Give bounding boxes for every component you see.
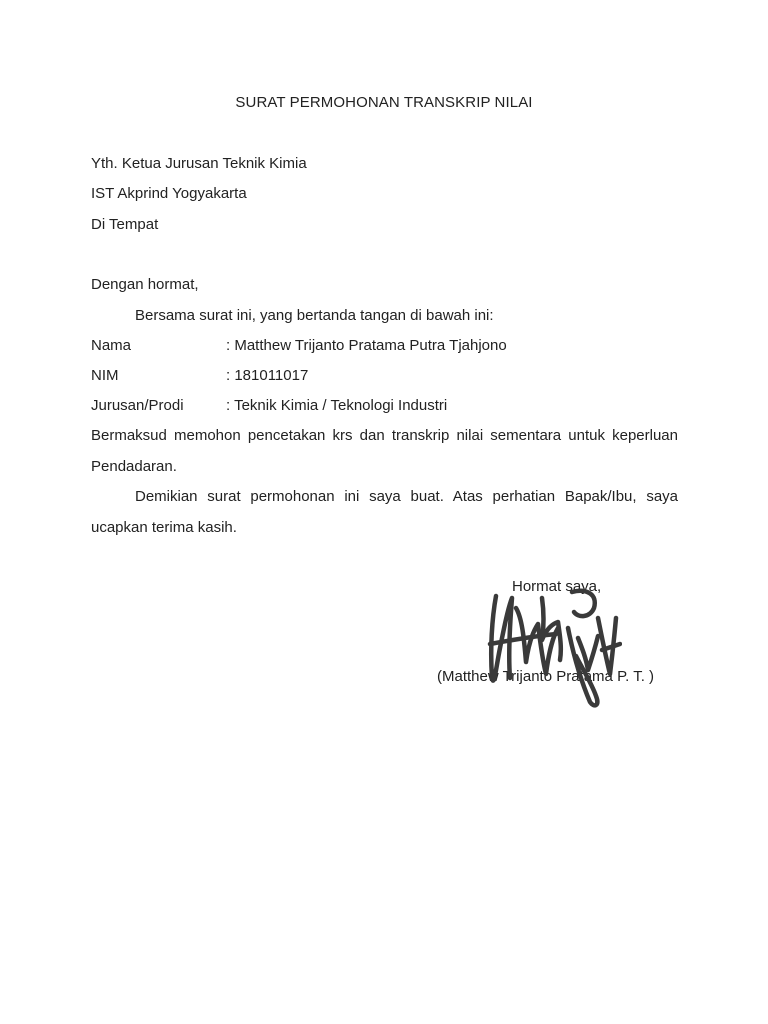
field-label-nim: NIM	[91, 367, 119, 384]
purpose-line-2: Pendadaran.	[91, 458, 177, 475]
closing-line-2: ucapkan terima kasih.	[91, 519, 237, 536]
handwritten-signature	[482, 578, 622, 718]
signature-stroke	[516, 608, 558, 674]
signatory-name: (Matthew Trijanto Pratama P. T. )	[437, 668, 655, 685]
field-value-nim: : 181011017	[226, 367, 309, 384]
signature-stroke	[491, 596, 512, 681]
field-value-program: : Teknik Kimia / Teknologi Industri	[226, 397, 448, 414]
field-value-name: : Matthew Trijanto Pratama Putra Tjahjono	[226, 337, 507, 354]
field-label-program: Jurusan/Prodi	[91, 397, 184, 414]
recipient-line-1: Yth. Ketua Jurusan Teknik Kimia	[91, 155, 307, 172]
purpose-line-1: Bermaksud memohon pencetakan krs dan transkrip nilai sementara untuk keperluan	[91, 427, 678, 444]
field-label-name: Nama	[91, 337, 132, 354]
closing-line-1: Demikian surat permohonan ini saya buat. Atas perhatian Bapak/Ibu, saya	[135, 488, 678, 505]
signature-closing: Hormat saya,	[512, 578, 602, 595]
signature-stroke	[572, 591, 595, 616]
intro-paragraph: Bersama surat ini, yang bertanda tangan di bawah ini:	[135, 307, 494, 324]
letter-title: SURAT PERMOHONAN TRANSKRIP NILAI	[235, 94, 533, 111]
recipient-line-2: IST Akprind Yogyakarta	[91, 185, 247, 202]
recipient-line-3: Di Tempat	[91, 216, 159, 233]
signature-stroke	[568, 628, 597, 705]
greeting: Dengan hormat,	[91, 276, 199, 293]
